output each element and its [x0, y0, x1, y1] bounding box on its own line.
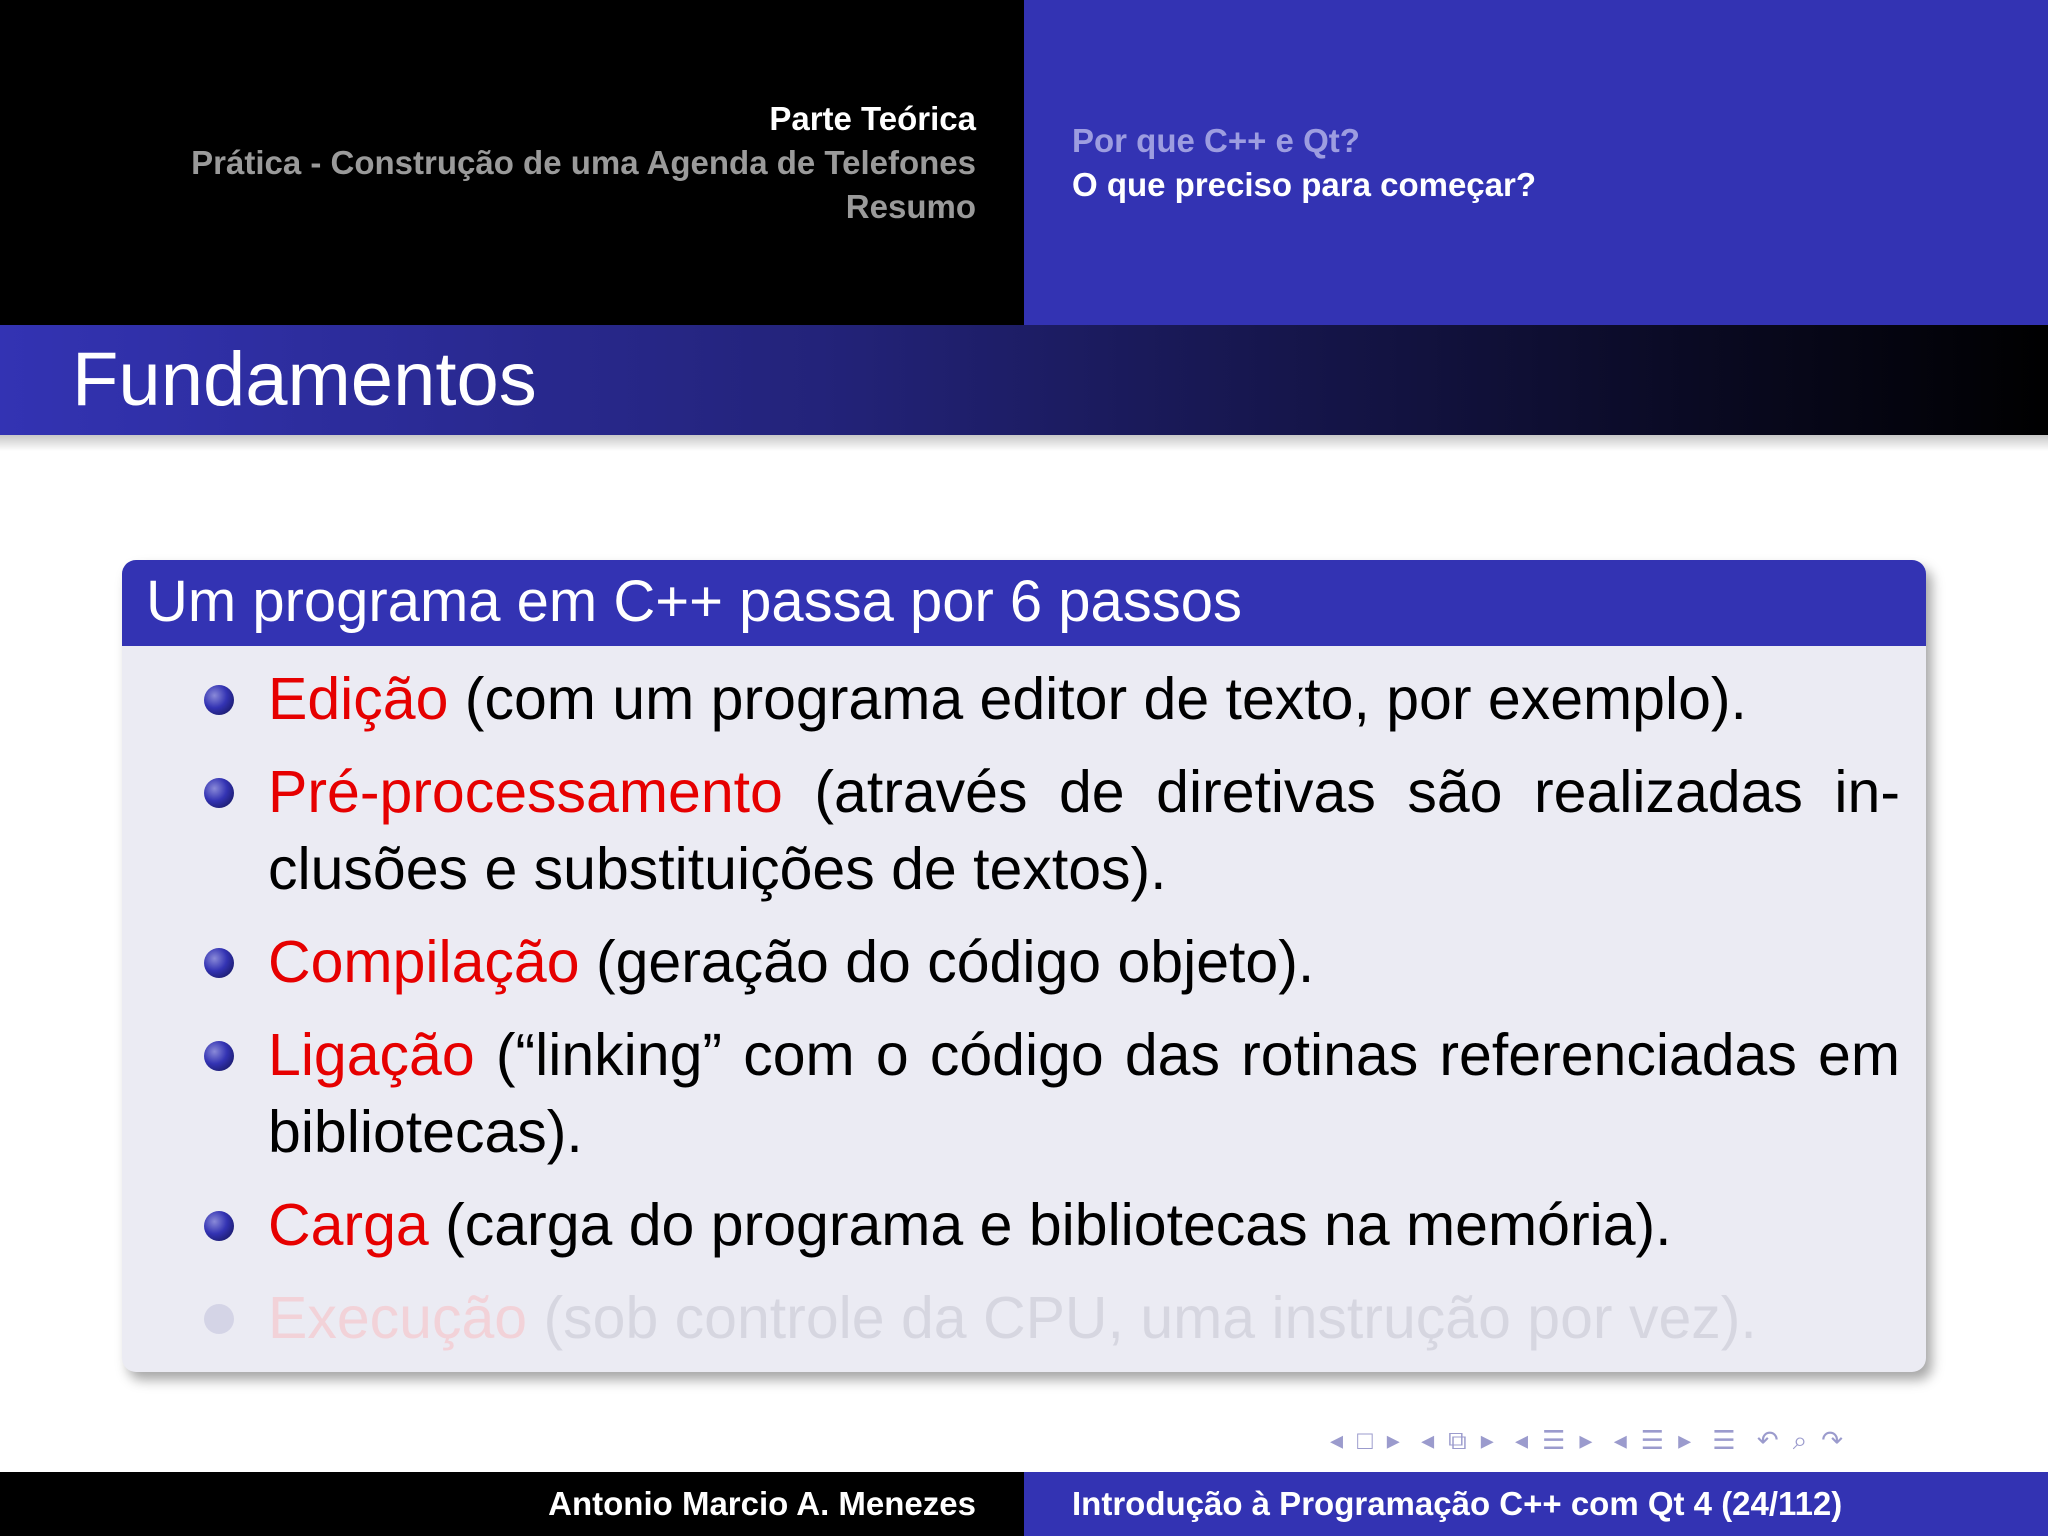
navigation-symbols: [1330, 1420, 1857, 1460]
item-term: Carga: [268, 1192, 429, 1258]
nav-next-frame-icon[interactable]: ▸: [1386, 1425, 1400, 1455]
nav-prev-document-icon[interactable]: ◂: [1613, 1425, 1627, 1455]
nav-section-resumo[interactable]: Resumo: [845, 187, 976, 225]
block-title: Um programa em C++ passa por 6 passos: [122, 560, 1926, 646]
item-text: [268, 1280, 1900, 1357]
nav-next-section-icon[interactable]: ▸: [1579, 1425, 1593, 1455]
subsection-navigation: [1024, 0, 2048, 325]
nav-appendix-icon[interactable]: ☰: [1712, 1425, 1736, 1455]
item-term: Ligação: [268, 1022, 475, 1088]
footer-author: Antonio Marcio A. Menezes: [0, 1472, 1024, 1536]
frame-title-bar: [0, 325, 2048, 435]
item-term: Edição: [268, 666, 449, 732]
nav-back-icon[interactable]: ↶: [1756, 1425, 1779, 1455]
nav-subsection-icon[interactable]: ⧉: [1448, 1425, 1467, 1455]
item-text: [268, 754, 1900, 908]
item-description: (com um programa editor de texto, por exemplo).: [448, 666, 1747, 732]
item-text: [268, 1017, 1900, 1171]
bullet-icon: [204, 1041, 234, 1071]
bullet-icon: [204, 778, 234, 808]
nav-frame-icon[interactable]: □: [1357, 1425, 1373, 1455]
item-term: Pré-processamento: [268, 759, 783, 825]
content-block: [122, 560, 1926, 1372]
footer-title: Introdução à Programação C++ com Qt 4 (24/112): [1024, 1472, 2048, 1536]
item-text: [268, 924, 1900, 1001]
headline: [0, 0, 2048, 325]
nav-next-document-icon[interactable]: ▸: [1678, 1425, 1692, 1455]
item-description: (sob controle da CPU, uma instrução por vez).: [527, 1285, 1757, 1351]
item-term: Compilação: [268, 929, 580, 995]
item-text: [268, 1187, 1900, 1264]
frame-title-shadow: [0, 435, 2048, 451]
nav-section-parte-teorica[interactable]: Parte Teórica: [769, 99, 976, 137]
nav-subsection-o-que-preciso[interactable]: O que preciso para começar?: [1072, 165, 1537, 203]
nav-forward-icon[interactable]: ↷: [1821, 1425, 1844, 1455]
bullet-icon: [204, 1211, 234, 1241]
frame-title: Fundamentos: [72, 337, 537, 422]
bullet-icon: [204, 1304, 234, 1334]
nav-document-icon[interactable]: ☰: [1640, 1425, 1665, 1455]
nav-section-pratica[interactable]: Prática - Construção de uma Agenda de Telefones: [191, 143, 976, 181]
item-text: [268, 661, 1900, 738]
bullet-icon: [204, 685, 234, 715]
item-term: Execução: [268, 1285, 528, 1351]
nav-section-icon[interactable]: ☰: [1542, 1425, 1566, 1455]
bullet-icon: [204, 948, 234, 978]
nav-prev-frame-icon[interactable]: ◂: [1330, 1425, 1344, 1455]
item-description: (através de diretivas são realizadas in-clusões e substituições de textos).: [268, 759, 1900, 902]
item-description: (geração do código objeto).: [579, 929, 1315, 995]
footline: [0, 1472, 2048, 1536]
nav-next-subsection-icon[interactable]: ▸: [1480, 1425, 1494, 1455]
item-description: (“linking” com o código das rotinas referenciadas em bibliotecas).: [268, 1022, 1900, 1165]
nav-prev-section-icon[interactable]: ◂: [1515, 1425, 1529, 1455]
item-description: (carga do programa e bibliotecas na memória).: [428, 1192, 1672, 1258]
nav-prev-subsection-icon[interactable]: ◂: [1421, 1425, 1435, 1455]
nav-search-icon[interactable]: ⌕: [1792, 1425, 1808, 1455]
section-navigation: [0, 0, 1024, 325]
nav-subsection-por-que[interactable]: Por que C++ e Qt?: [1072, 121, 1360, 159]
